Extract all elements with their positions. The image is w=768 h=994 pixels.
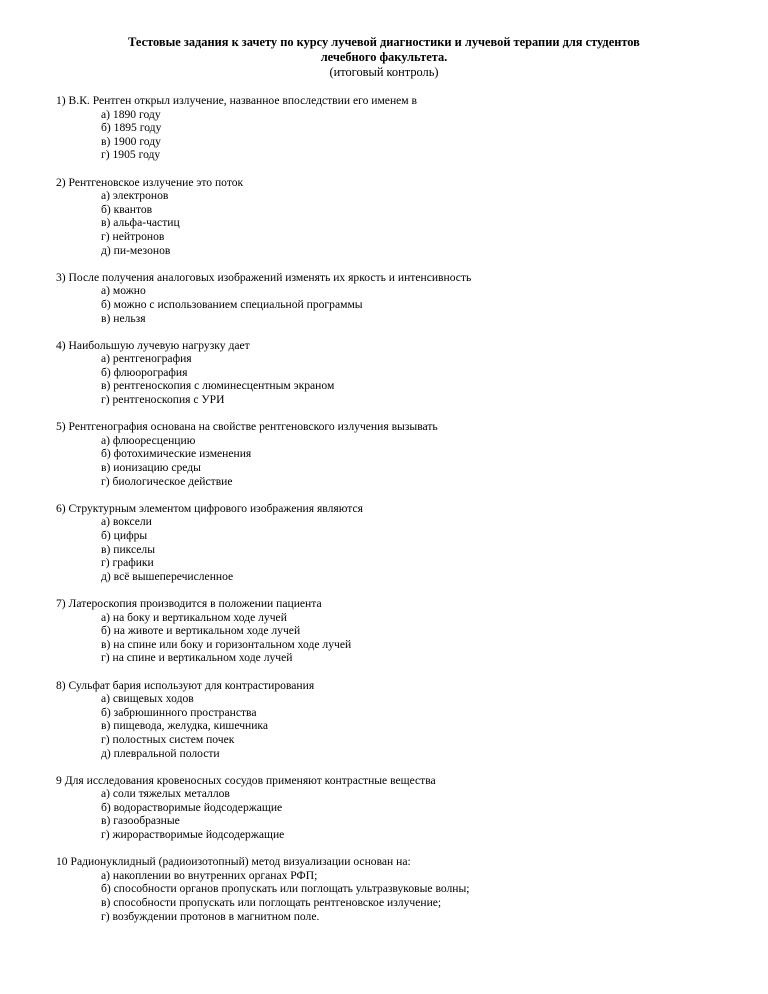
answer-option: г) графики [101,556,154,570]
question-text: 9 Для исследования кровеносных сосудов применяют контрастные вещества [56,773,436,787]
answer-option: б) 1895 году [101,121,162,135]
answer-option: г) возбуждении протонов в магнитном поле. [101,909,320,923]
answer-option: б) водорастворимые йодсодержащие [101,800,283,814]
answer-option: б) способности органов пропускать или поглощать ультразвуковые волны; [101,882,470,896]
answer-option: а) электронов [101,189,169,203]
question-item [56,94,756,162]
answer-option: г) 1905 году [101,148,161,162]
question-text: 7) Латероскопия производится в положении пациента [56,596,322,610]
question-text: 2) Рентгеновское излучение это поток [56,175,244,189]
question-text: 5) Рентгенография основана на свойстве рентгеновского излучения вызывать [56,420,438,434]
question-item [56,502,756,584]
answer-option: в) способности пропускать или поглощать рентгеновское излучение; [101,896,442,910]
answer-option: б) флюорография [101,365,188,379]
question-item [56,774,756,842]
document-header [0,35,768,80]
question-text: 10 Радионуклидный (радиоизотопный) метод визуализации основан на: [56,855,411,869]
answer-option: г) на спине и вертикальном ходе лучей [101,651,293,665]
question-text: 3) После получения аналоговых изображений изменять их яркость и интенсивность [56,270,472,284]
document-title-line-2: лечебного факультета. [320,50,448,64]
answer-option: а) можно [101,284,146,298]
question-item [56,855,756,923]
answer-option: в) рентгеноскопия с люминесцентным экраном [101,379,335,393]
answer-option: г) биологическое действие [101,474,233,488]
answer-option: а) 1890 году [101,107,161,121]
answer-option: д) пи-мезонов [101,243,171,257]
question-text: 6) Структурным элементом цифрового изображения являются [56,501,363,515]
answer-option: в) пищевода, желудка, кишечника [101,719,269,733]
question-item [56,339,756,407]
answer-option: г) полостных систем почек [101,732,235,746]
answer-option: в) ионизацию среды [101,461,201,475]
answer-option: а) воксели [101,515,152,529]
question-item [56,420,756,488]
answer-option: б) цифры [101,529,148,542]
answer-option: в) газообразные [101,814,180,828]
answer-option: а) на боку и вертикальном ходе лучей [101,610,287,624]
answer-option: в) нельзя [101,311,146,325]
question-item [56,679,756,761]
question-text: 8) Сульфат бария используют для контрастирования [56,678,315,692]
answer-option: б) на животе и вертикальном ходе лучей [101,624,301,638]
answer-option: г) жирорастворимые йодсодержащие [101,828,285,842]
answer-option: а) свищевых ходов [101,692,194,706]
answer-option: б) можно с использованием специальной программы [101,297,363,311]
question-item [56,176,756,258]
question-item [56,271,756,325]
question-text: 1) В.К. Рентген открыл излучение, названное впоследствии его именем в [56,94,418,107]
answer-option: д) всё вышеперечисленное [101,569,234,583]
answer-option: б) квантов [101,202,153,216]
answer-option: д) плевральной полости [101,746,220,760]
answer-option: б) забрюшинного пространства [101,705,257,719]
answer-option: в) 1900 году [101,134,161,148]
document-title-line-1: Тестовые задания к зачету по курсу лучевой диагностики и лучевой терапии для студентов [128,35,640,49]
answer-option: а) рентгенография [101,352,192,366]
answer-option: б) фотохимические изменения [101,447,252,461]
answer-option: а) соли тяжелых металлов [101,787,230,801]
question-text: 4) Наибольшую лучевую нагрузку дает [56,338,250,352]
question-list [56,94,756,937]
answer-option: в) на спине или боку и горизонтальном ходе лучей [101,637,352,651]
document-subtitle: (итоговый контроль) [329,65,439,79]
answer-option: г) нейтронов [101,229,165,243]
answer-option: а) флюоресценцию [101,433,196,447]
answer-option: в) альфа-частиц [101,216,180,230]
answer-option: г) рентгеноскопия с УРИ [101,393,225,407]
answer-option: а) накоплении во внутренних органах РФП; [101,868,318,882]
question-item [56,597,756,665]
answer-option: в) пикселы [101,542,155,556]
